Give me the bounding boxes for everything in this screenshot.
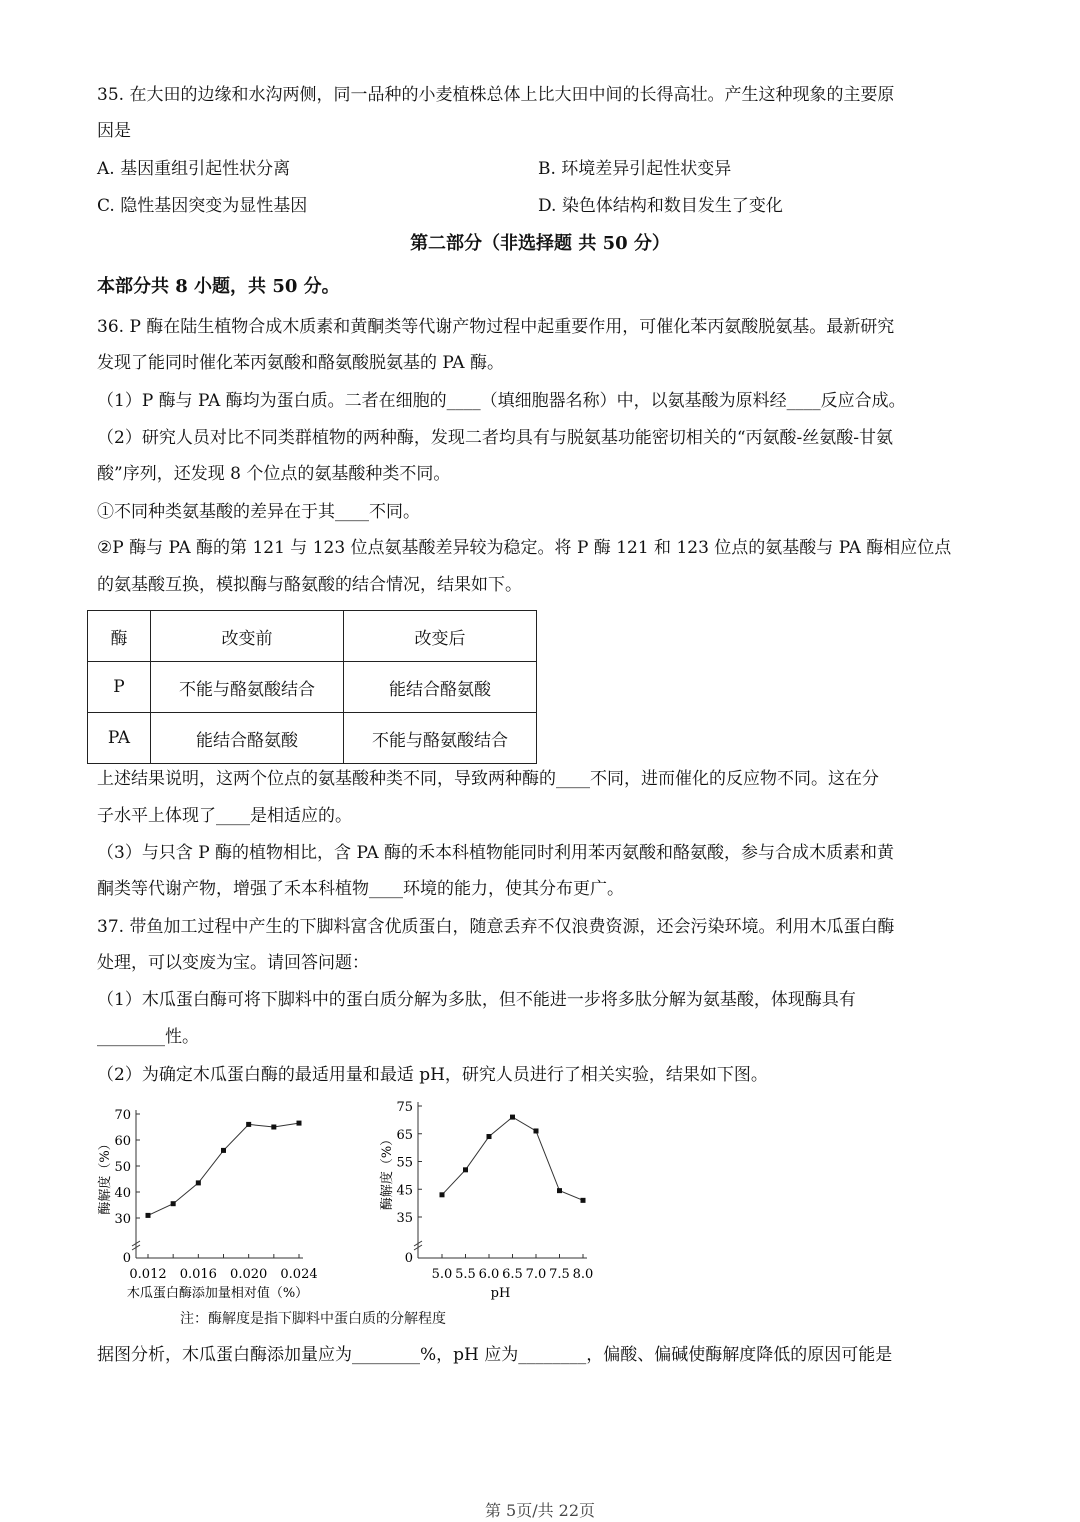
data-point bbox=[463, 1167, 468, 1172]
q36-2: （2）研究人员对比不同类群植物的两种酶，发现二者均具有与脱氨基功能密切相关的“丙氨酸-丝氨酸-甘氨 bbox=[97, 428, 893, 448]
q37-text: 37. 带鱼加工过程中产生的下脚料富含优质蛋白，随意丢弃不仅浪费资源，还会污染环境。利用木瓜蛋白酶 bbox=[97, 917, 895, 937]
results-table bbox=[87, 610, 537, 764]
y-tick-label: 40 bbox=[114, 1186, 131, 1201]
q36-2-a: ①不同种类氨基酸的差异在于其____不同。 bbox=[97, 502, 420, 522]
x-tick-label: 5.5 bbox=[455, 1267, 476, 1282]
data-line bbox=[148, 1123, 299, 1215]
table-row: P 不能与酪氨酸结合 能结合酪氨酸 bbox=[88, 662, 537, 713]
y-tick-label: 70 bbox=[114, 1108, 131, 1123]
data-point bbox=[557, 1188, 562, 1193]
q36-conclusion: 子水平上体现了____是相适应的。 bbox=[97, 806, 352, 826]
y-tick-label: 60 bbox=[114, 1134, 131, 1149]
x-tick-label: 7.5 bbox=[549, 1267, 570, 1282]
data-point bbox=[271, 1125, 276, 1130]
q36-2-b: 的氨基酸互换，模拟酶与酪氨酸的结合情况，结果如下。 bbox=[97, 575, 522, 595]
data-line bbox=[442, 1117, 583, 1200]
q36-2: 酸”序列，还发现 8 个位点的氨基酸种类不同。 bbox=[97, 464, 451, 484]
page-footer: 第 5页/共 22页 bbox=[484, 1501, 596, 1520]
q36-text: 36. P 酶在陆生植物合成木质素和黄酮类等代谢产物过程中起重要作用，可催化苯丙氨酸脱氨基。最新研究 bbox=[97, 317, 895, 337]
q37-text: 处理，可以变废为宝。请回答问题： bbox=[97, 953, 369, 973]
y-tick-label: 55 bbox=[396, 1155, 413, 1171]
table-header: 改变前 bbox=[151, 611, 344, 662]
x-axis-label: pH bbox=[490, 1286, 511, 1301]
q36-3: 酮类等代谢产物，增强了禾本科植物____环境的能力，使其分布更广。 bbox=[97, 879, 624, 899]
y-tick-label: 0 bbox=[122, 1251, 131, 1266]
data-point bbox=[534, 1128, 539, 1133]
y-axis-label: 酶解度（%） bbox=[98, 1137, 113, 1215]
y-tick-label: 65 bbox=[396, 1127, 413, 1143]
y-axis-label: 酶解度（%） bbox=[380, 1132, 395, 1211]
data-point bbox=[297, 1121, 302, 1126]
y-tick-label: 50 bbox=[114, 1160, 131, 1175]
x-tick-label: 0.020 bbox=[230, 1267, 268, 1282]
y-tick-label: 75 bbox=[396, 1100, 413, 1115]
data-point bbox=[146, 1213, 151, 1218]
x-tick-label: 6.0 bbox=[478, 1267, 500, 1282]
q37-1: （1）木瓜蛋白酶可将下脚料中的蛋白质分解为多肽，但不能进一步将多肽分解为氨基酸，体现酶具有 bbox=[97, 990, 856, 1010]
q37-2: （2）为确定木瓜蛋白酶的最适用量和最适 pH，研究人员进行了相关实验，结果如下图。 bbox=[97, 1065, 768, 1085]
data-point bbox=[246, 1122, 251, 1127]
x-tick-label: 0.016 bbox=[179, 1267, 217, 1282]
section-heading: 第二部分（非选择题 共 50 分） bbox=[410, 233, 670, 254]
option-b: B. 环境差异引起性状变异 bbox=[538, 159, 732, 179]
q35-text: 35. 在大田的边缘和水沟两侧，同一品种的小麦植株总体上比大田中间的长得高壮。产生这种现象的主要原 bbox=[97, 85, 895, 105]
y-tick-label: 45 bbox=[396, 1183, 413, 1199]
x-tick-label: 0.012 bbox=[129, 1267, 167, 1282]
x-tick-label: 0.024 bbox=[280, 1267, 318, 1282]
option-a: A. 基因重组引起性状分离 bbox=[97, 159, 291, 179]
data-point bbox=[510, 1115, 515, 1120]
q36-text: 发现了能同时催化苯丙氨酸和酪氨酸脱氨基的 PA 酶。 bbox=[97, 353, 504, 373]
data-point bbox=[221, 1148, 226, 1153]
chart-note: 注：酶解度是指下脚料中蛋白质的分解程度 bbox=[180, 1311, 446, 1327]
x-axis-label: 木瓜蛋白酶添加量相对值（%） bbox=[126, 1286, 309, 1301]
q37-1: ________性。 bbox=[97, 1027, 199, 1047]
data-point bbox=[581, 1198, 586, 1203]
x-tick-label: 6.5 bbox=[502, 1267, 523, 1282]
option-d: D. 染色体结构和数目发生了变化 bbox=[538, 196, 783, 216]
data-point bbox=[487, 1134, 492, 1139]
x-tick-label: 5.0 bbox=[431, 1267, 453, 1282]
q36-conclusion: 上述结果说明，这两个位点的氨基酸种类不同，导致两种酶的____不同，进而催化的反应物不同。这在分 bbox=[97, 769, 879, 789]
table-row: PA 能结合酪氨酸 不能与酪氨酸结合 bbox=[88, 713, 537, 764]
x-tick-label: 7.0 bbox=[525, 1267, 547, 1282]
q36-3: （3）与只含 P 酶的植物相比，含 PA 酶的禾本科植物能同时利用苯丙氨酸和酪氨酸，参与合成木质素和黄 bbox=[97, 843, 895, 863]
option-c: C. 隐性基因突变为显性基因 bbox=[97, 196, 308, 216]
data-point bbox=[171, 1201, 176, 1206]
x-tick-label: 8.0 bbox=[572, 1267, 594, 1282]
q36-1: （1）P 酶与 PA 酶均为蛋白质。二者在细胞的____（填细胞器名称）中，以氨基酸为原料经____反应合成。 bbox=[97, 391, 906, 411]
y-tick-label: 0 bbox=[404, 1251, 413, 1266]
y-tick-label: 35 bbox=[396, 1211, 413, 1226]
charts bbox=[0, 1090, 700, 1340]
table-header: 改变后 bbox=[344, 611, 537, 662]
table-header: 酶 bbox=[88, 611, 151, 662]
q37-analysis: 据图分析，木瓜蛋白酶添加量应为________%，pH 应为________，偏酸、偏碱使酶解度降低的原因可能是 bbox=[97, 1345, 893, 1365]
data-point bbox=[196, 1180, 201, 1185]
q35-text-cont: 因是 bbox=[97, 121, 131, 141]
data-point bbox=[440, 1192, 445, 1197]
q36-2-b: ②P 酶与 PA 酶的第 121 与 123 位点氨基酸差异较为稳定。将 P 酶 121 和 123 位点的氨基酸与 PA 酶相应位点 bbox=[97, 538, 952, 558]
section-intro: 本部分共 8 小题，共 50 分。 bbox=[97, 276, 340, 297]
y-tick-label: 30 bbox=[114, 1212, 131, 1227]
